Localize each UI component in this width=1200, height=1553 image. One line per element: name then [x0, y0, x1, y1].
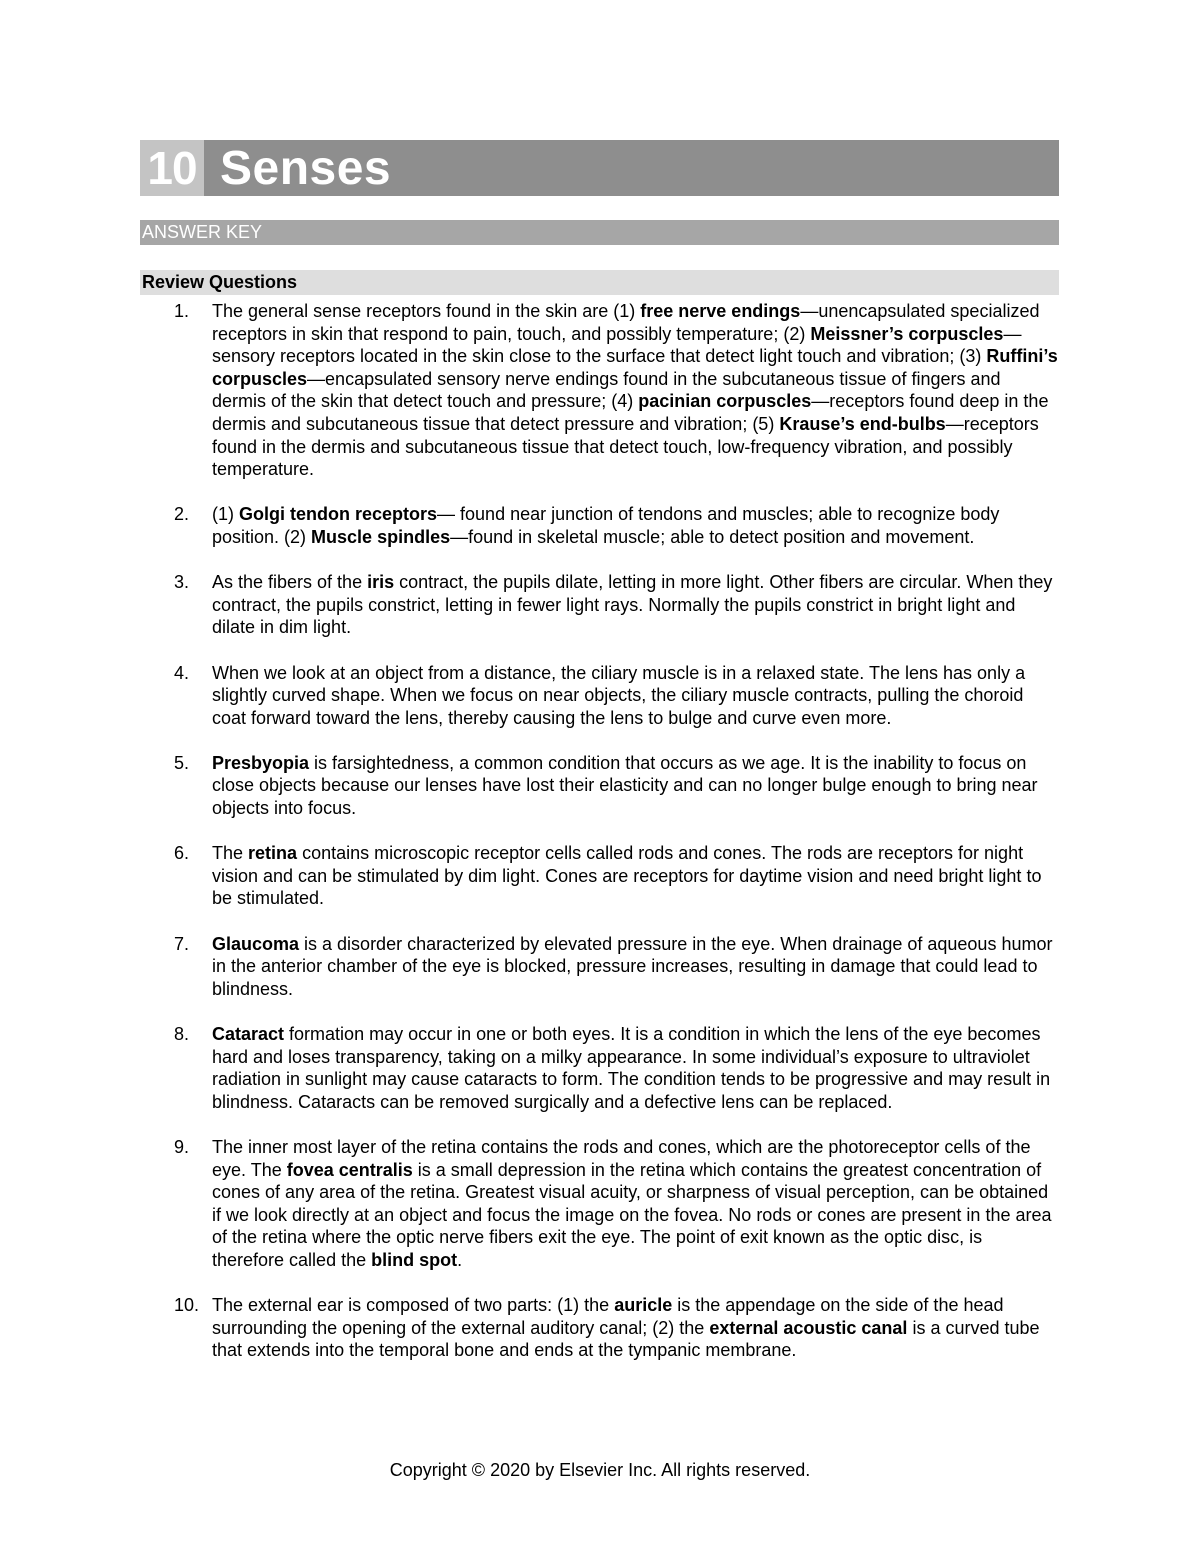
answer-text: —receptors found deep in the dermis and subcutaneous tissue that detect pressure and vibration; (5) — [212, 391, 1049, 434]
question-number: 3. — [174, 572, 190, 593]
question-item — [140, 1294, 1059, 1362]
answer-text: —receptors found in the dermis and subcutaneous tissue that detect touch, low-frequency vibration, and possibly temperature. — [212, 413, 1039, 480]
answer-text: (1) — [212, 504, 239, 525]
answer-text: The general sense receptors found in the skin are (1) — [212, 301, 641, 321]
answer-text: — found near junction of tendons and muscles; able to recognize body position. (2) — [212, 504, 1000, 547]
question-item — [140, 1023, 1059, 1113]
question-number: 5. — [174, 752, 190, 773]
question-answer-text — [212, 752, 1059, 820]
answer-text: is a disorder characterized by elevated pressure in the eye. When drainage of aqueous humor in the anterior chamber of the eye is blocked, pressure increases, resulting in damage that could lead to blindness. — [212, 933, 1053, 999]
question-number: 8. — [174, 1024, 190, 1044]
key-term: auricle — [614, 1295, 673, 1316]
answer-text: —sensory receptors located in the skin close to the surface that detect light touch and vibration; (3) — [212, 323, 1022, 367]
question-number: 9. — [174, 1136, 190, 1157]
question-answer-text — [212, 571, 1059, 639]
key-term: Ruffini’s corpuscles — [212, 346, 1058, 389]
key-term: blind spot — [371, 1249, 458, 1270]
question-number: 6. — [174, 843, 190, 864]
question-item — [140, 503, 1059, 548]
key-term: retina — [248, 843, 298, 864]
answer-text: The — [212, 843, 249, 864]
key-term: Muscle spindles — [311, 526, 451, 547]
key-term: Krause’s end-bulbs — [779, 413, 946, 434]
question-item — [140, 1136, 1059, 1272]
key-term: Cataract — [212, 1024, 285, 1044]
answer-text: contract, the pupils dilate, letting in more light. Other fibers are circular. When they contract, the pupils constrict, letting in fewer light rays. Normally the pupils constrict in bright light and dilate in dim light. — [212, 572, 1053, 638]
key-term: Presbyopia — [212, 752, 310, 773]
key-term: free nerve endings — [640, 301, 801, 321]
question-number: 1. — [174, 301, 190, 321]
question-item — [140, 571, 1059, 639]
question-number: 2. — [174, 504, 190, 525]
answer-text: The inner most layer of the retina contains the rods and cones, which are the photoreceptor cells of the eye. The — [212, 1136, 1031, 1180]
question-answer-text — [212, 1294, 1059, 1362]
answer-text: contains microscopic receptor cells called rods and cones. The rods are receptors for night vision and can be stimulated by dim light. Cones are receptors for daytime vision and need bright light to be stimulated. — [212, 843, 1042, 909]
chapter-header — [140, 140, 1059, 196]
answer-text: is the appendage on the side of the head surrounding the opening of the external auditory canal; (2) the — [212, 1295, 1004, 1338]
answer-text: As the fibers of the — [212, 572, 368, 593]
answer-text: —unencapsulated specialized receptors in skin that respond to pain, touch, and possibly temperature; (2) — [212, 301, 1040, 344]
key-term: external acoustic canal — [709, 1317, 908, 1338]
section-title: Review Questions — [140, 270, 1059, 295]
question-answer-text — [212, 503, 1059, 548]
answer-text: . — [457, 1249, 463, 1270]
answer-text: formation may occur in one or both eyes. It is a condition in which the lens of the eye becomes hard and loses transparency, taking on a milky appearance. In some individual’s exposure to ultraviolet radiation in sunlight may cause cataracts to form. The condition tends to be progressive and may result in blindness. Cataracts can be removed surgically and a defective lens can be replaced. — [212, 1024, 1051, 1112]
question-answer-text — [212, 842, 1059, 910]
question-answer-text — [212, 300, 1059, 481]
question-item — [140, 842, 1059, 910]
answer-text: When we look at an object from a distance, the ciliary muscle is in a relaxed state. The lens has only a slightly curved shape. When we focus on near objects, the ciliary muscle contracts, pulling the choroid coat forward toward the lens, thereby causing the lens to bulge and curve even more. — [212, 662, 1026, 728]
answer-text: The external ear is composed of two parts: (1) the — [212, 1295, 615, 1316]
question-answer-text — [212, 662, 1059, 730]
question-answer-text — [212, 933, 1059, 1001]
question-item — [140, 662, 1059, 730]
key-term: Meissner’s corpuscles — [810, 323, 1004, 344]
question-number: 7. — [174, 933, 190, 954]
question-answer-text — [212, 1023, 1059, 1113]
question-item — [140, 300, 1059, 481]
answer-text: is farsightedness, a common condition that occurs as we age. It is the inability to focus on close objects because our lenses have lost their elasticity and can no longer bulge enough to bring near objects into focus. — [212, 752, 1038, 819]
answer-text: is a small depression in the retina which contains the greatest concentration of cones of any area of the retina. Greatest visual acuity, or sharpness of visual perception, can be obtained if we look directly at an object and focus the image on the fovea. No rods or cones are present in the area of the retina where the optic nerve fibers exit the eye. The point of exit known as the optic disc, is therefore called the — [212, 1159, 1052, 1270]
question-item — [140, 933, 1059, 1001]
answer-text: —found in skeletal muscle; able to detect position and movement. — [450, 526, 975, 547]
question-answer-text — [212, 1136, 1059, 1272]
answer-text: —encapsulated sensory nerve endings found in the subcutaneous tissue of fingers and dermis of the skin that detect touch and pressure; (4) — [212, 368, 1001, 412]
key-term: iris — [367, 572, 395, 593]
chapter-number: 10 — [140, 140, 204, 196]
chapter-title: Senses — [220, 141, 392, 195]
question-number: 4. — [174, 662, 190, 683]
review-questions-list — [140, 300, 1059, 1385]
key-term: Golgi tendon receptors — [239, 504, 438, 525]
answer-key-banner: ANSWER KEY — [140, 220, 1059, 245]
key-term: pacinian corpuscles — [638, 391, 812, 412]
question-number: 10. — [174, 1295, 200, 1316]
copyright-footer: Copyright © 2020 by Elsevier Inc. All rights reserved. — [389, 1460, 811, 1480]
answer-text: is a curved tube that extends into the temporal bone and ends at the tympanic membrane. — [212, 1317, 1040, 1361]
question-item — [140, 752, 1059, 820]
key-term: fovea centralis — [286, 1159, 413, 1180]
key-term: Glaucoma — [212, 933, 300, 954]
